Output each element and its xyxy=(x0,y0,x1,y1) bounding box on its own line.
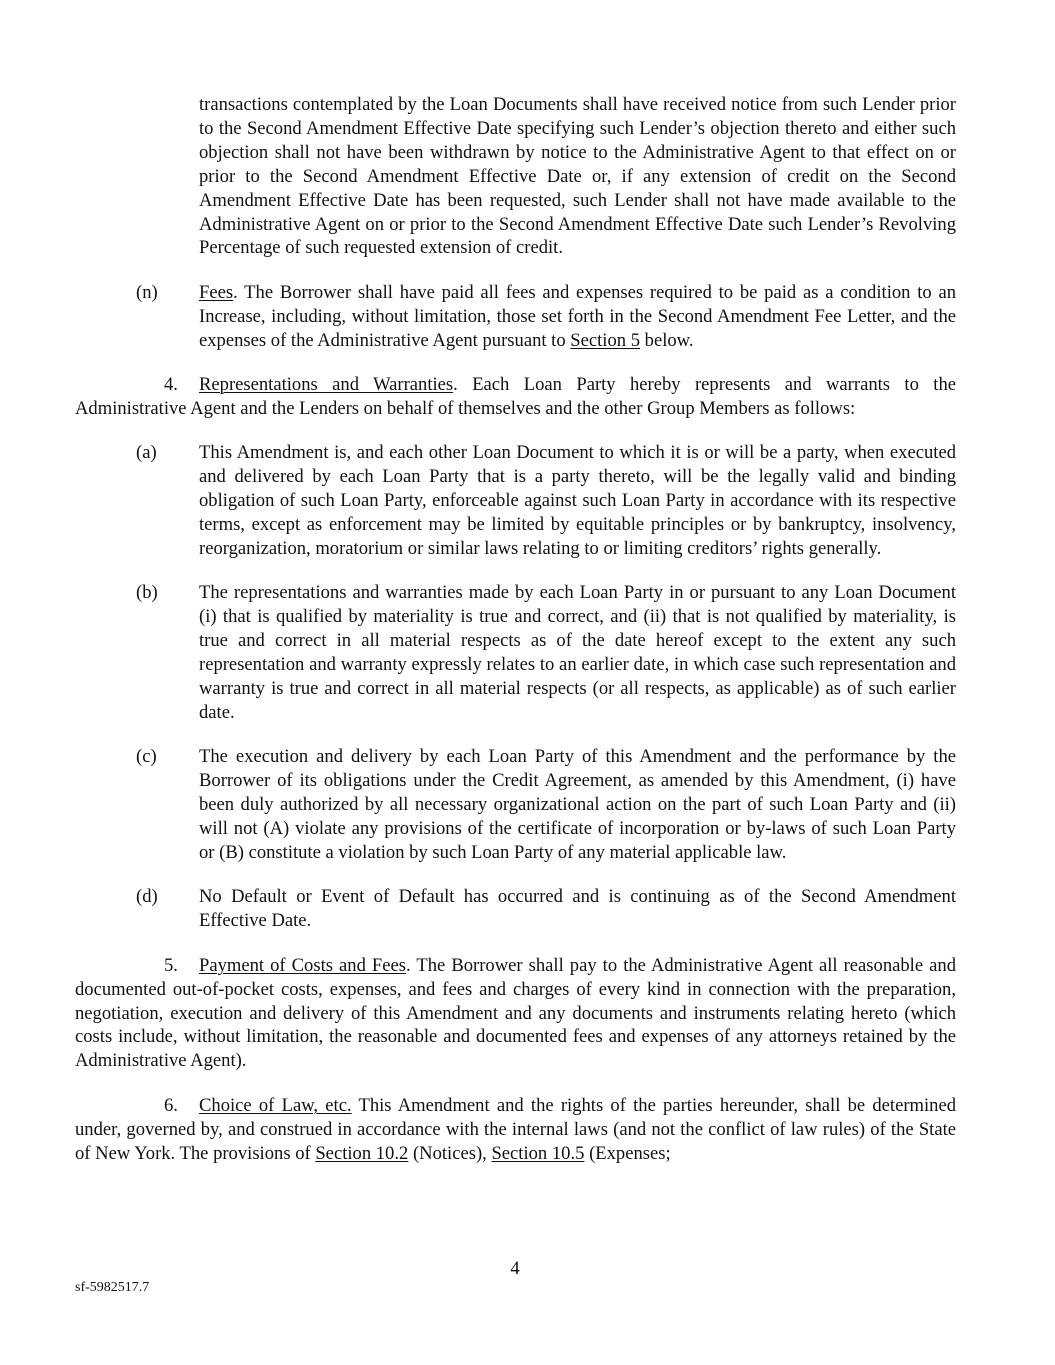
section-heading: Choice of Law, etc. xyxy=(199,1094,352,1116)
document-page xyxy=(75,93,956,1165)
section-text: . Each Loan Party hereby represents and warrants to the Administrative Agent and the Lenders on behalf of themselves and the other Group Members as follows: xyxy=(75,374,956,419)
item-label: (a) xyxy=(136,442,157,464)
section-heading: Payment of Costs and Fees xyxy=(199,954,407,976)
section-text: This Amendment and the rights of the parties hereunder, shall be determined under, governed by, and construed in accordance with the internal laws (and not the conflict of law rules) of the State of New York. The provisions of xyxy=(75,1094,957,1164)
section-text: (Expenses; xyxy=(584,1142,671,1164)
item-c xyxy=(75,745,956,865)
item-text: The execution and delivery by each Loan Party of this Amendment and the performance by the Borrower of its obligations under the Credit Agreement, as amended by this Amendment, (i) have been duly authorized by all necessary organizational action on the part of such Loan Party and (ii) will not (A) violate any provisions of the certificate of incorporation or by-laws of such Loan Party or (B) constitute a violation by such Loan Party of any material applicable law. xyxy=(199,746,956,863)
section-number: 4. xyxy=(164,374,178,396)
item-label: (n) xyxy=(136,281,158,303)
document-id: sf-5982517.7 xyxy=(75,1280,150,1295)
section-4 xyxy=(75,373,956,421)
section-5 xyxy=(75,954,956,1074)
page-number: 4 xyxy=(510,1258,520,1279)
section-10-5-link[interactable]: Section 10.5 xyxy=(491,1142,585,1164)
section-6 xyxy=(75,1094,956,1166)
item-label: (b) xyxy=(136,582,158,604)
section-number: 5. xyxy=(164,954,178,976)
item-d xyxy=(75,885,956,933)
section-text: . The Borrower shall pay to the Administrative Agent all reasonable and documented out-of-pocket costs, expenses, and fees and charges of every kind in connection with the preparation, negotiation, execution and delivery of this Amendment and any documents and instruments relating hereto (which costs include, without limitation, the reasonable and documented fees and expenses of any attorneys retained by the Administrative Agent). xyxy=(75,954,956,1072)
item-text-end: below. xyxy=(640,329,694,351)
item-label: (d) xyxy=(136,886,158,908)
section-5-link[interactable]: Section 5 xyxy=(570,329,641,351)
item-text: The representations and warranties made by each Loan Party in or pursuant to any Loan Document (i) that is qualified by materiality is true and correct, and (ii) that is not qualified by materiality, is true and correct in all material respects as of the date hereof except to the extent any such representation and warranty expressly relates to an earlier date, in which case such representation and warranty is true and correct in all material respects (or all respects, as applicable) as of such earlier date. xyxy=(199,582,956,723)
section-text: (Notices), xyxy=(408,1142,492,1164)
item-n-fees xyxy=(75,281,956,353)
item-b xyxy=(75,581,956,724)
item-text: This Amendment is, and each other Loan Document to which it is or will be a party, when executed and delivered by each Loan Party that is a party thereto, will be the legally valid and binding obligation of such Loan Party, enforceable against such Loan Party in accordance with its respective terms, except as enforcement may be limited by equitable principles or by bankruptcy, insolvency, reorganization, moratorium or similar laws relating to or limiting creditors’ rights generally. xyxy=(199,442,956,559)
item-a xyxy=(75,441,956,561)
item-text: . The Borrower shall have paid all fees and expenses required to be paid as a condition to an Increase, including, without limitation, those set forth in the Second Amendment Fee Letter, and the expenses of the Administrative Agent pursuant to xyxy=(199,281,956,351)
section-number: 6. xyxy=(164,1094,178,1116)
section-heading: Representations and Warranties xyxy=(199,374,454,396)
item-label: (c) xyxy=(136,746,157,768)
item-text: No Default or Event of Default has occurred and is continuing as of the Second Amendment Effective Date. xyxy=(199,886,956,932)
item-heading-fees: Fees xyxy=(199,281,234,303)
continuation-paragraph: transactions contemplated by the Loan Documents shall have received notice from such Lender prior to the Second Amendment Effective Date specifying such Lender’s objection thereto and either such objection shall not have been withdrawn by notice to the Administrative Agent to that effect on or prior to the Second Amendment Effective Date or, if any extension of credit on the Second Amendment Effective Date has been requested, such Lender shall not have made available to the Administrative Agent on or prior to the Second Amendment Effective Date such Lender’s Revolving Percentage of such requested extension of credit. xyxy=(199,94,956,259)
section-10-2-link[interactable]: Section 10.2 xyxy=(315,1142,409,1164)
